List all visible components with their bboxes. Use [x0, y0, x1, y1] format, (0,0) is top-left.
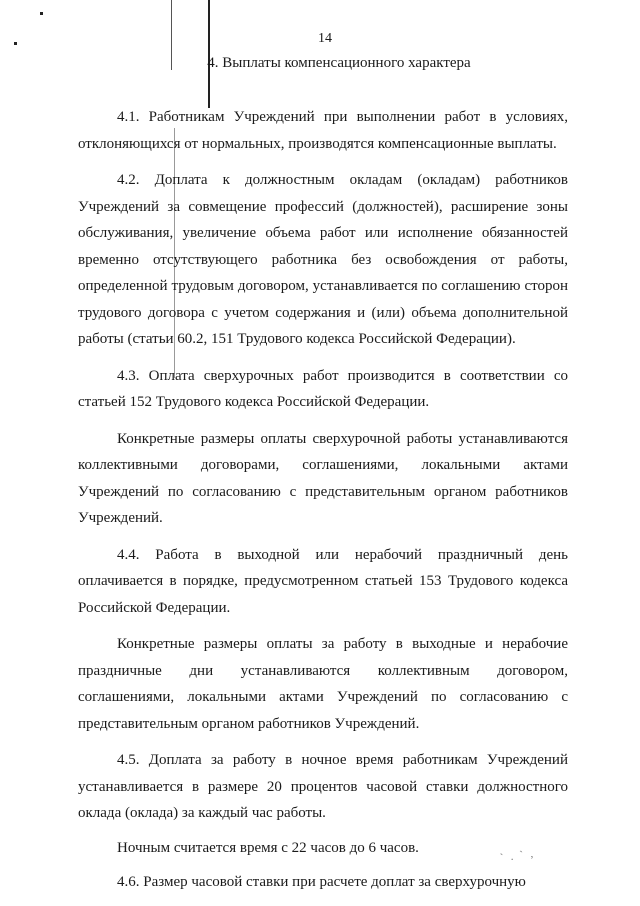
scan-line-artifact [208, 0, 210, 108]
paragraph-overtime-rates: Конкретные размеры оплаты сверхурочной работы устанавливаются коллективными договорами, соглашениями, локальными актами Учреждений по согласованию с представительным органом работников Учреждений. [78, 430, 568, 526]
document-body [78, 104, 568, 906]
paragraph-4-3: 4.3. Оплата сверхурочных работ производится в соответствии со статьей 152 Трудового кодекса Российской Федерации. [78, 367, 568, 410]
scan-noise-artifact: ` . ` , [499, 847, 536, 865]
paragraph-4-4: 4.4. Работа в выходной или нерабочий праздничный день оплачивается в порядке, предусмотренном статьей 153 Трудового кодекса Российской Федерации. [78, 546, 568, 616]
section-title: 4. Выплаты компенсационного характера [207, 55, 471, 71]
paragraph-night-time: Ночным считается время с 22 часов до 6 часов. [117, 839, 419, 856]
paragraph-4-2: 4.2. Доплата к должностным окладам (окладам) работников Учреждений за совмещение профессий (должностей), расширение зоны обслуживания, увеличение объема работ или исполнение обязанностей временно отсутствующего работника без освобождения от работы, определенной трудовым договором, устанавливается по соглашению сторон трудового договора с учетом содержания и (или) объема дополнительной работы (статьи 60.2, 151 Трудового кодекса Российской Федерации). [78, 172, 568, 347]
paragraph-4-1: 4.1. Работникам Учреждений при выполнении работ в условиях, отклоняющихся от нормальных, производятся компенсационные выплаты. [78, 109, 568, 152]
paragraph-4-5: 4.5. Доплата за работу в ночное время работникам Учреждений устанавливается в размере 20 процентов часовой ставки должностного оклада (оклада) за каждый час работы. [78, 752, 568, 821]
scan-dot-artifact [40, 12, 43, 15]
page-number: 14 [318, 31, 332, 46]
paragraph-holiday-rates: Конкретные размеры оплаты за работу в выходные и нерабочие праздничные дни устанавливаются коллективным договором, соглашениями, локальными актами Учреждений по согласованию с представительным органом работников Учреждений. [78, 636, 568, 732]
paragraph-4-6: 4.6. Размер часовой ставки при расчете доплат за сверхурочную [117, 874, 526, 890]
